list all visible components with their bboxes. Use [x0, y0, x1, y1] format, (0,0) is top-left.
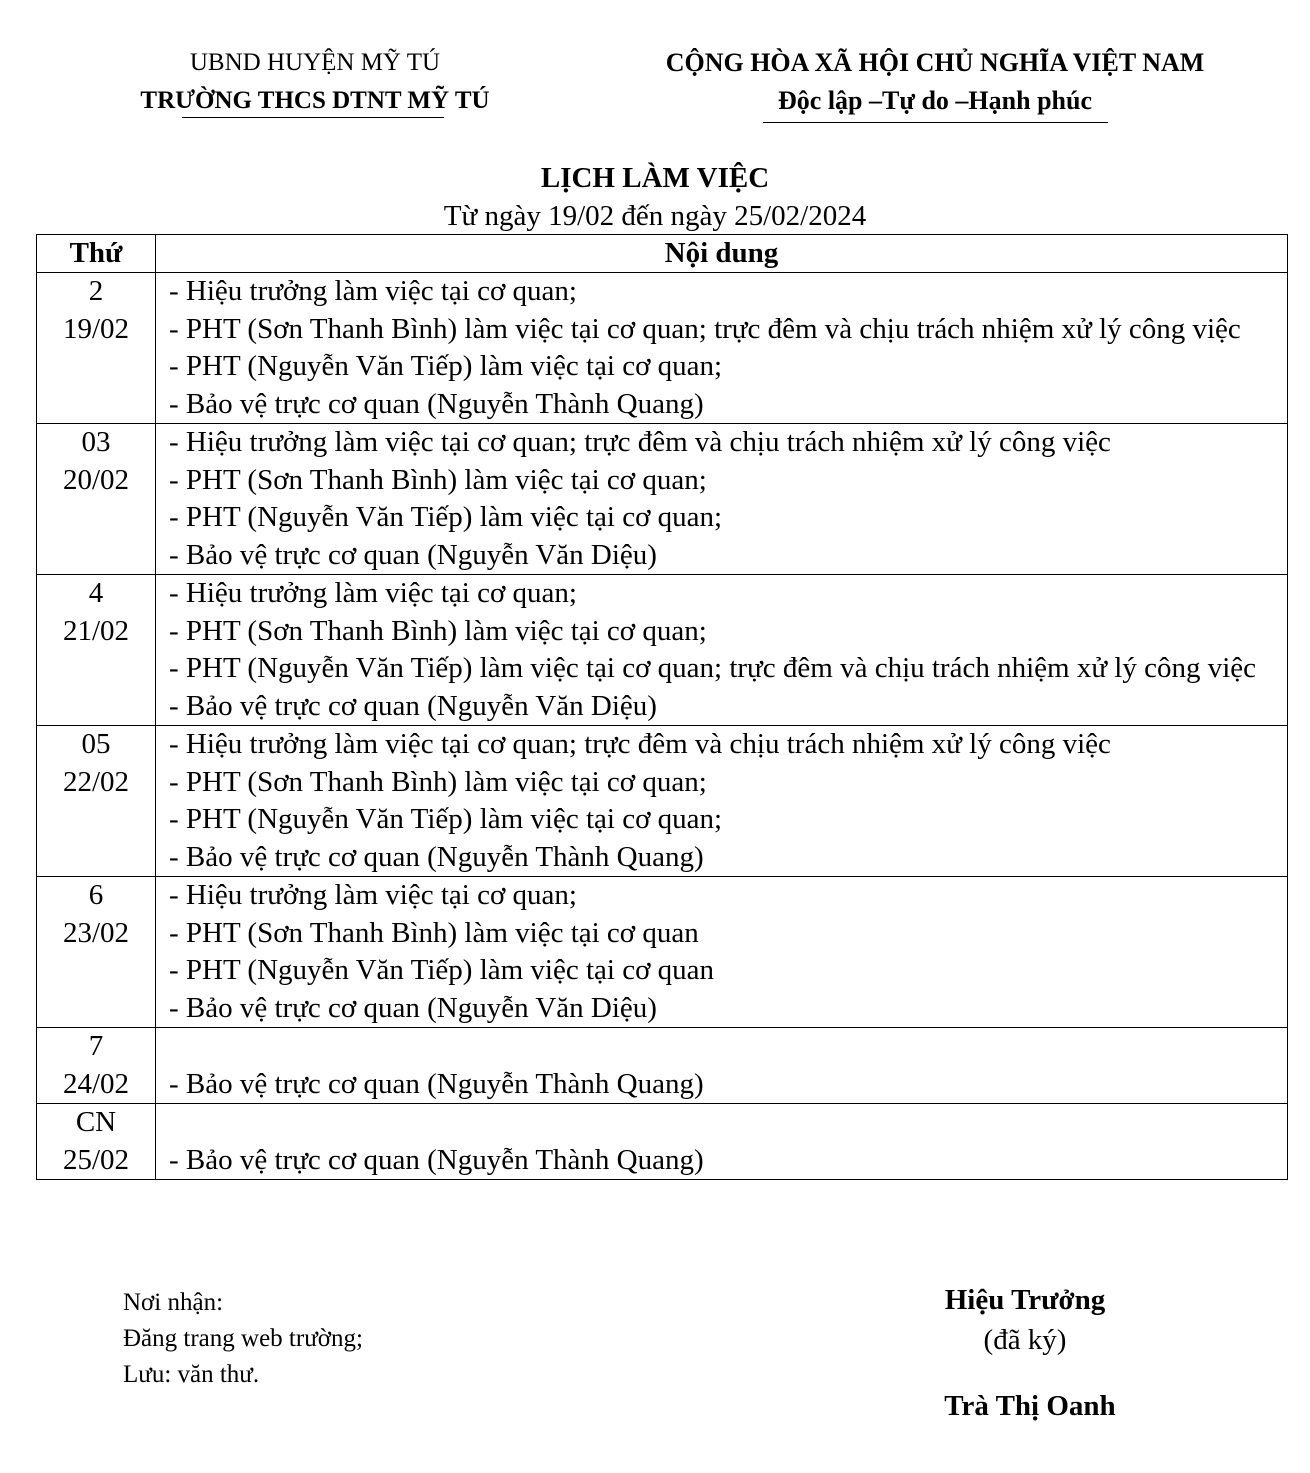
- content-cell: [156, 273, 1288, 424]
- day-label: 6: [88, 879, 104, 911]
- school-name: TRƯỜNG THCS DTNT MỸ TÚ: [140, 87, 490, 114]
- signer-role: Hiệu Trưởng: [944, 1284, 1106, 1316]
- date-label: 25/02: [62, 1143, 130, 1176]
- day-label: 05: [81, 728, 111, 760]
- table-row: [37, 575, 1288, 726]
- recipients-label: Nơi nhận:: [123, 1289, 224, 1316]
- day-cell: [37, 726, 156, 877]
- date-label: 24/02: [62, 1067, 130, 1100]
- column-header-noidung: Nội dung: [156, 235, 1288, 273]
- content-cell: [156, 1104, 1288, 1180]
- task-item: - PHT (Nguyễn Văn Tiếp) làm việc tại cơ quan;: [169, 501, 723, 533]
- task-item: - Bảo vệ trực cơ quan (Nguyễn Văn Diệu): [169, 991, 657, 1024]
- column-header-thu: Thứ: [37, 235, 156, 273]
- task-item: - Bảo vệ trực cơ quan (Nguyễn Thành Quang): [169, 840, 704, 873]
- schedule-table: [36, 234, 1288, 1180]
- day-cell: [37, 877, 156, 1028]
- day-label: 4: [88, 577, 104, 609]
- content-cell: [156, 877, 1288, 1028]
- day-cell: [37, 1028, 156, 1104]
- day-cell: [37, 273, 156, 424]
- header-right: [610, 44, 1260, 120]
- task-list: [169, 424, 1277, 574]
- task-item: - Bảo vệ trực cơ quan (Nguyễn Thành Quang): [169, 1143, 704, 1176]
- date-label: 23/02: [62, 916, 130, 949]
- task-list: [169, 1142, 1277, 1180]
- task-item: - Hiệu trưởng làm việc tại cơ quan;: [169, 275, 577, 307]
- document-title: LỊCH LÀM VIỆC: [540, 162, 770, 194]
- task-list: [169, 575, 1277, 725]
- day-label: CN: [75, 1106, 117, 1138]
- day-cell: [37, 1104, 156, 1180]
- task-item: - Hiệu trưởng làm việc tại cơ quan;: [169, 577, 577, 609]
- task-item: - Bảo vệ trực cơ quan (Nguyễn Thành Quang): [169, 1067, 704, 1100]
- task-item: - PHT (Sơn Thanh Bình) làm việc tại cơ quan;: [169, 463, 707, 496]
- day-cell: [37, 424, 156, 575]
- task-item: - PHT (Sơn Thanh Bình) làm việc tại cơ quan;: [169, 614, 707, 647]
- task-list: [169, 273, 1277, 423]
- spacer: [169, 1028, 1277, 1066]
- recipient-item: Lưu: văn thư.: [123, 1361, 260, 1388]
- document-subtitle: Từ ngày 19/02 đến ngày 25/02/2024: [443, 200, 867, 232]
- date-label: 21/02: [62, 614, 130, 647]
- table-row: [37, 726, 1288, 877]
- table-row: [37, 424, 1288, 575]
- recipients-block: [123, 1285, 363, 1393]
- task-item: - PHT (Sơn Thanh Bình) làm việc tại cơ quan; trực đêm và chịu trách nhiệm xử lý công việc: [169, 312, 1241, 345]
- task-list: [169, 726, 1277, 876]
- table-row: [37, 877, 1288, 1028]
- task-item: - Hiệu trưởng làm việc tại cơ quan; trực đêm và chịu trách nhiệm xử lý công việc: [169, 728, 1111, 760]
- signature-block: [880, 1280, 1170, 1360]
- task-item: - PHT (Sơn Thanh Bình) làm việc tại cơ quan;: [169, 765, 707, 798]
- content-cell: [156, 575, 1288, 726]
- task-list: [169, 1066, 1277, 1104]
- task-item: - PHT (Nguyễn Văn Tiếp) làm việc tại cơ quan;: [169, 350, 723, 382]
- task-item: - Bảo vệ trực cơ quan (Nguyễn Văn Diệu): [169, 689, 657, 722]
- content-cell: [156, 726, 1288, 877]
- date-label: 20/02: [62, 463, 130, 496]
- school-name-underline: [182, 117, 444, 118]
- date-label: 22/02: [62, 765, 130, 798]
- day-label: 03: [81, 426, 111, 458]
- task-item: - Hiệu trưởng làm việc tại cơ quan; trực đêm và chịu trách nhiệm xử lý công việc: [169, 426, 1111, 458]
- date-label: 19/02: [62, 312, 130, 345]
- motto: Độc lập –Tự do –Hạnh phúc: [778, 86, 1092, 115]
- table-row: [37, 1028, 1288, 1104]
- recipient-item: Đăng trang web trường;: [123, 1325, 363, 1352]
- task-item: - Bảo vệ trực cơ quan (Nguyễn Thành Quang): [169, 387, 704, 420]
- spacer: [169, 1104, 1277, 1142]
- content-cell: [156, 424, 1288, 575]
- district-name: UBND HUYỆN MỸ TÚ: [189, 49, 441, 76]
- task-item: - PHT (Nguyễn Văn Tiếp) làm việc tại cơ quan; trực đêm và chịu trách nhiệm xử lý công việc: [169, 652, 1257, 684]
- task-item: - PHT (Nguyễn Văn Tiếp) làm việc tại cơ quan;: [169, 803, 723, 835]
- country-name: CỘNG HÒA XÃ HỘI CHỦ NGHĨA VIỆT NAM: [665, 48, 1205, 77]
- table-header-row: [37, 235, 1288, 273]
- day-cell: [37, 575, 156, 726]
- signature-status: (đã ký): [983, 1324, 1067, 1356]
- header-left: [80, 44, 550, 120]
- motto-underline: [763, 122, 1108, 123]
- table-row: [37, 1104, 1288, 1180]
- task-item: - PHT (Nguyễn Văn Tiếp) làm việc tại cơ quan: [169, 954, 715, 986]
- task-list: [169, 877, 1277, 1027]
- task-item: - Hiệu trưởng làm việc tại cơ quan;: [169, 879, 577, 911]
- task-item: - Bảo vệ trực cơ quan (Nguyễn Văn Diệu): [169, 538, 657, 571]
- day-label: 7: [88, 1030, 104, 1062]
- content-cell: [156, 1028, 1288, 1104]
- signer-name: Trà Thị Oanh: [944, 1390, 1116, 1422]
- table-row: [37, 273, 1288, 424]
- task-item: - PHT (Sơn Thanh Bình) làm việc tại cơ quan: [169, 916, 699, 949]
- day-label: 2: [88, 275, 104, 307]
